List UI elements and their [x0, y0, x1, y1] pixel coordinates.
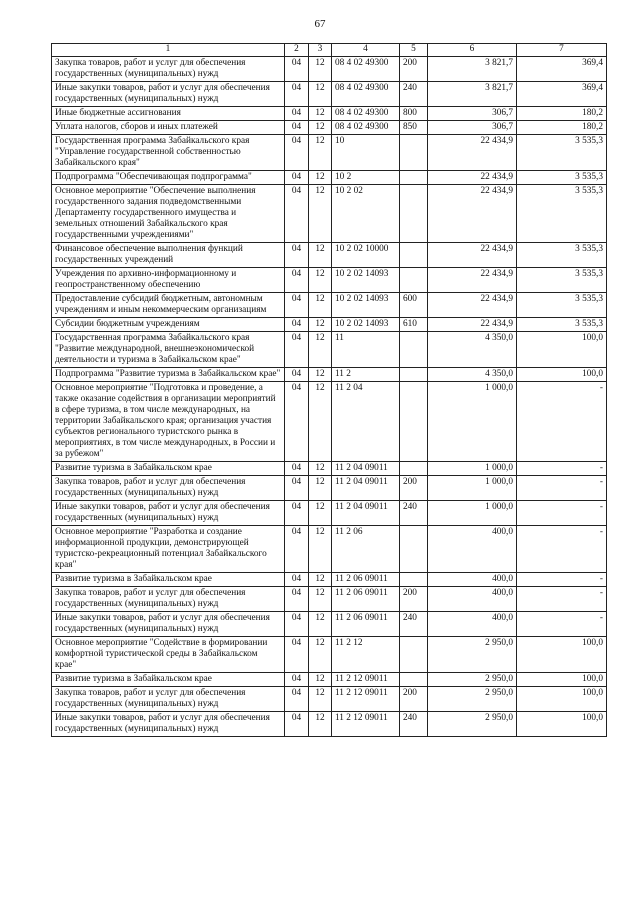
item-name: Развитие туризма в Забайкальском крае — [52, 673, 285, 687]
item-name: Основное мероприятие "Содействие в формировании комфортной туристической среды в Забайкальском крае" — [52, 637, 285, 673]
section-code: 04 — [285, 243, 309, 268]
subsection-code: 12 — [309, 712, 332, 737]
expense-type-code — [400, 171, 428, 185]
expense-type-code: 200 — [400, 476, 428, 501]
item-name: Развитие туризма в Забайкальском крае — [52, 462, 285, 476]
target-article-code: 10 2 02 10000 — [332, 243, 400, 268]
section-code: 04 — [285, 526, 309, 573]
expense-type-code: 240 — [400, 612, 428, 637]
target-article-code: 11 — [332, 332, 400, 368]
item-name: Закупка товаров, работ и услуг для обеспечения государственных (муниципальных) нужд — [52, 476, 285, 501]
table-row — [52, 185, 607, 243]
table-row — [52, 687, 607, 712]
expense-type-code — [400, 243, 428, 268]
table-row — [52, 637, 607, 673]
item-name: Учреждения по архивно-информационному и геопространственному обеспечению — [52, 268, 285, 293]
amount-col6: 3 821,7 — [428, 57, 517, 82]
item-name: Основное мероприятие "Подготовка и проведение, а также оказание содействия в организации мероприятий в сфере туризма, в том числе международных, на территории Забайкальского края; организация участия субъектов регионального туристского рынка в мероприятиях, в том числе международных, в России и за рубежом" — [52, 382, 285, 462]
amount-col6: 4 350,0 — [428, 332, 517, 368]
expense-type-code — [400, 673, 428, 687]
target-article-code: 11 2 12 09011 — [332, 673, 400, 687]
amount-col7: 3 535,3 — [517, 318, 607, 332]
expense-type-code: 200 — [400, 587, 428, 612]
table-row — [52, 82, 607, 107]
section-code: 04 — [285, 673, 309, 687]
section-code: 04 — [285, 293, 309, 318]
item-name: Закупка товаров, работ и услуг для обеспечения государственных (муниципальных) нужд — [52, 57, 285, 82]
amount-col7: - — [517, 382, 607, 462]
amount-col7: 100,0 — [517, 332, 607, 368]
table-row — [52, 368, 607, 382]
subsection-code: 12 — [309, 573, 332, 587]
section-code: 04 — [285, 501, 309, 526]
table-row — [52, 587, 607, 612]
target-article-code: 10 2 02 14093 — [332, 293, 400, 318]
item-name: Подпрограмма "Обеспечивающая подпрограмма" — [52, 171, 285, 185]
table-row — [52, 612, 607, 637]
column-header: 1 — [52, 44, 285, 57]
table-row — [52, 501, 607, 526]
amount-col6: 2 950,0 — [428, 637, 517, 673]
section-code: 04 — [285, 332, 309, 368]
amount-col7: 369,4 — [517, 57, 607, 82]
section-code: 04 — [285, 637, 309, 673]
target-article-code: 11 2 04 09011 — [332, 501, 400, 526]
subsection-code: 12 — [309, 687, 332, 712]
target-article-code: 11 2 06 — [332, 526, 400, 573]
item-name: Закупка товаров, работ и услуг для обеспечения государственных (муниципальных) нужд — [52, 687, 285, 712]
table-row — [52, 243, 607, 268]
column-header: 6 — [428, 44, 517, 57]
section-code: 04 — [285, 107, 309, 121]
table-row — [52, 293, 607, 318]
amount-col7: - — [517, 587, 607, 612]
subsection-code: 12 — [309, 382, 332, 462]
target-article-code: 08 4 02 49300 — [332, 82, 400, 107]
expense-type-code: 200 — [400, 687, 428, 712]
section-code: 04 — [285, 476, 309, 501]
expense-type-code: 600 — [400, 293, 428, 318]
subsection-code: 12 — [309, 587, 332, 612]
item-name: Иные бюджетные ассигнования — [52, 107, 285, 121]
subsection-code: 12 — [309, 476, 332, 501]
section-code: 04 — [285, 135, 309, 171]
target-article-code: 11 2 12 09011 — [332, 687, 400, 712]
item-name: Государственная программа Забайкальского края "Управление государственной собственностью Забайкальского края" — [52, 135, 285, 171]
target-article-code: 11 2 06 09011 — [332, 587, 400, 612]
subsection-code: 12 — [309, 57, 332, 82]
subsection-code: 12 — [309, 107, 332, 121]
expense-type-code: 800 — [400, 107, 428, 121]
amount-col7: 180,2 — [517, 121, 607, 135]
expense-type-code — [400, 368, 428, 382]
column-header: 2 — [285, 44, 309, 57]
item-name: Развитие туризма в Забайкальском крае — [52, 573, 285, 587]
amount-col6: 400,0 — [428, 526, 517, 573]
amount-col7: - — [517, 476, 607, 501]
amount-col7: 100,0 — [517, 368, 607, 382]
expense-type-code — [400, 332, 428, 368]
amount-col6: 22 434,9 — [428, 268, 517, 293]
table-row — [52, 135, 607, 171]
subsection-code: 12 — [309, 462, 332, 476]
column-header: 3 — [309, 44, 332, 57]
target-article-code: 11 2 06 09011 — [332, 573, 400, 587]
table-row — [52, 57, 607, 82]
column-header: 4 — [332, 44, 400, 57]
section-code: 04 — [285, 712, 309, 737]
amount-col7: 3 535,3 — [517, 293, 607, 318]
subsection-code: 12 — [309, 368, 332, 382]
expense-type-code: 240 — [400, 82, 428, 107]
amount-col7: - — [517, 526, 607, 573]
section-code: 04 — [285, 462, 309, 476]
table-row — [52, 462, 607, 476]
subsection-code: 12 — [309, 243, 332, 268]
section-code: 04 — [285, 573, 309, 587]
subsection-code: 12 — [309, 171, 332, 185]
amount-col7: 369,4 — [517, 82, 607, 107]
expense-type-code: 610 — [400, 318, 428, 332]
subsection-code: 12 — [309, 501, 332, 526]
section-code: 04 — [285, 368, 309, 382]
amount-col6: 22 434,9 — [428, 243, 517, 268]
amount-col6: 22 434,9 — [428, 171, 517, 185]
table-row — [52, 382, 607, 462]
subsection-code: 12 — [309, 121, 332, 135]
amount-col6: 22 434,9 — [428, 318, 517, 332]
budget-table — [51, 43, 607, 737]
table-row — [52, 673, 607, 687]
expense-type-code: 240 — [400, 501, 428, 526]
amount-col6: 1 000,0 — [428, 476, 517, 501]
amount-col7: 3 535,3 — [517, 171, 607, 185]
amount-col7: 3 535,3 — [517, 135, 607, 171]
amount-col7: - — [517, 462, 607, 476]
amount-col7: 3 535,3 — [517, 268, 607, 293]
item-name: Основное мероприятие "Обеспечение выполнения государственного задания подведомственными Департаменту государственного имущества и земельных отношений Забайкальского края государственными учреждениями" — [52, 185, 285, 243]
amount-col7: 3 535,3 — [517, 243, 607, 268]
column-header: 7 — [517, 44, 607, 57]
amount-col6: 4 350,0 — [428, 368, 517, 382]
section-code: 04 — [285, 268, 309, 293]
subsection-code: 12 — [309, 135, 332, 171]
item-name: Основное мероприятие "Разработка и создание информационной продукции, демонстрирующей туристско-рекреационный потенциал Забайкальского края" — [52, 526, 285, 573]
table-row — [52, 268, 607, 293]
section-code: 04 — [285, 612, 309, 637]
item-name: Финансовое обеспечение выполнения функций государственных учреждений — [52, 243, 285, 268]
expense-type-code — [400, 637, 428, 673]
amount-col6: 306,7 — [428, 107, 517, 121]
amount-col7: 3 535,3 — [517, 185, 607, 243]
target-article-code: 11 2 12 — [332, 637, 400, 673]
target-article-code: 10 2 02 14093 — [332, 318, 400, 332]
target-article-code: 11 2 04 09011 — [332, 476, 400, 501]
subsection-code: 12 — [309, 637, 332, 673]
target-article-code: 10 2 02 14093 — [332, 268, 400, 293]
item-name: Закупка товаров, работ и услуг для обеспечения государственных (муниципальных) нужд — [52, 587, 285, 612]
target-article-code: 11 2 12 09011 — [332, 712, 400, 737]
table-row — [52, 476, 607, 501]
amount-col7: 100,0 — [517, 687, 607, 712]
amount-col6: 22 434,9 — [428, 135, 517, 171]
column-header: 5 — [400, 44, 428, 57]
item-name: Предоставление субсидий бюджетным, автономным учреждениям и иным некоммерческим организациям — [52, 293, 285, 318]
item-name: Подпрограмма "Развитие туризма в Забайкальском крае" — [52, 368, 285, 382]
page-number: 67 — [314, 18, 326, 30]
subsection-code: 12 — [309, 318, 332, 332]
amount-col7: 100,0 — [517, 712, 607, 737]
target-article-code: 08 4 02 49300 — [332, 57, 400, 82]
subsection-code: 12 — [309, 293, 332, 318]
section-code: 04 — [285, 57, 309, 82]
amount-col6: 306,7 — [428, 121, 517, 135]
table-row — [52, 332, 607, 368]
amount-col6: 2 950,0 — [428, 687, 517, 712]
expense-type-code: 240 — [400, 712, 428, 737]
subsection-code: 12 — [309, 82, 332, 107]
amount-col6: 3 821,7 — [428, 82, 517, 107]
expense-type-code — [400, 135, 428, 171]
item-name: Иные закупки товаров, работ и услуг для обеспечения государственных (муниципальных) нужд — [52, 712, 285, 737]
expense-type-code — [400, 268, 428, 293]
item-name: Государственная программа Забайкальского края "Развитие международной, внешнеэкономической деятельности и туризма в Забайкальском крае" — [52, 332, 285, 368]
expense-type-code — [400, 382, 428, 462]
amount-col7: - — [517, 501, 607, 526]
amount-col7: 180,2 — [517, 107, 607, 121]
section-code: 04 — [285, 82, 309, 107]
item-name: Иные закупки товаров, работ и услуг для обеспечения государственных (муниципальных) нужд — [52, 501, 285, 526]
target-article-code: 08 4 02 49300 — [332, 107, 400, 121]
target-article-code: 10 2 02 — [332, 185, 400, 243]
table-row — [52, 712, 607, 737]
table-row — [52, 318, 607, 332]
table-row — [52, 573, 607, 587]
section-code: 04 — [285, 587, 309, 612]
table-row — [52, 121, 607, 135]
amount-col6: 22 434,9 — [428, 185, 517, 243]
expense-type-code — [400, 185, 428, 243]
amount-col7: 100,0 — [517, 637, 607, 673]
subsection-code: 12 — [309, 673, 332, 687]
item-name: Субсидии бюджетным учреждениям — [52, 318, 285, 332]
amount-col7: - — [517, 573, 607, 587]
subsection-code: 12 — [309, 332, 332, 368]
section-code: 04 — [285, 185, 309, 243]
table-header-row — [52, 44, 607, 57]
subsection-code: 12 — [309, 612, 332, 637]
expense-type-code: 850 — [400, 121, 428, 135]
target-article-code: 11 2 04 — [332, 382, 400, 462]
section-code: 04 — [285, 687, 309, 712]
amount-col6: 2 950,0 — [428, 673, 517, 687]
target-article-code: 10 2 — [332, 171, 400, 185]
section-code: 04 — [285, 121, 309, 135]
section-code: 04 — [285, 171, 309, 185]
section-code: 04 — [285, 382, 309, 462]
amount-col6: 400,0 — [428, 587, 517, 612]
amount-col7: 100,0 — [517, 673, 607, 687]
item-name: Уплата налогов, сборов и иных платежей — [52, 121, 285, 135]
table-row — [52, 107, 607, 121]
target-article-code: 10 — [332, 135, 400, 171]
amount-col6: 400,0 — [428, 573, 517, 587]
expense-type-code — [400, 573, 428, 587]
amount-col6: 1 000,0 — [428, 382, 517, 462]
table-row — [52, 526, 607, 573]
item-name: Иные закупки товаров, работ и услуг для обеспечения государственных (муниципальных) нужд — [52, 82, 285, 107]
amount-col6: 2 950,0 — [428, 712, 517, 737]
amount-col6: 1 000,0 — [428, 501, 517, 526]
amount-col7: - — [517, 612, 607, 637]
target-article-code: 11 2 06 09011 — [332, 612, 400, 637]
item-name: Иные закупки товаров, работ и услуг для обеспечения государственных (муниципальных) нужд — [52, 612, 285, 637]
target-article-code: 11 2 04 09011 — [332, 462, 400, 476]
amount-col6: 1 000,0 — [428, 462, 517, 476]
target-article-code: 08 4 02 49300 — [332, 121, 400, 135]
target-article-code: 11 2 — [332, 368, 400, 382]
expense-type-code: 200 — [400, 57, 428, 82]
table-row — [52, 171, 607, 185]
section-code: 04 — [285, 318, 309, 332]
amount-col6: 400,0 — [428, 612, 517, 637]
subsection-code: 12 — [309, 268, 332, 293]
subsection-code: 12 — [309, 526, 332, 573]
expense-type-code — [400, 462, 428, 476]
subsection-code: 12 — [309, 185, 332, 243]
amount-col6: 22 434,9 — [428, 293, 517, 318]
expense-type-code — [400, 526, 428, 573]
